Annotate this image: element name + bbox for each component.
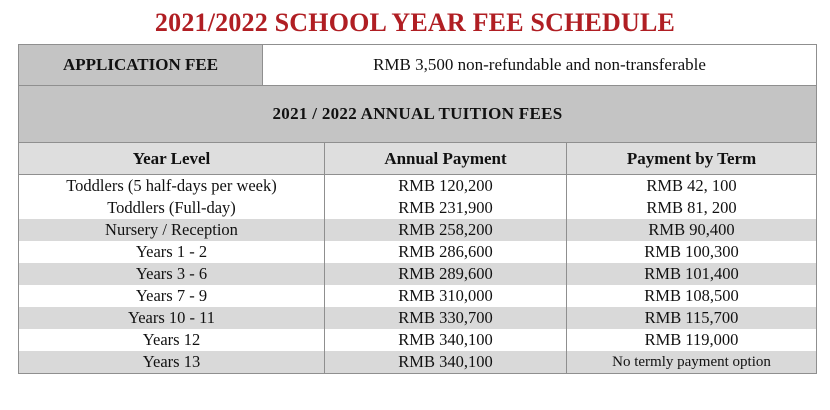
- term-payment-cell: RMB 115,700: [567, 307, 817, 329]
- annual-fees-heading-row: [19, 86, 817, 143]
- annual-payment-cell: RMB 120,200: [325, 175, 567, 198]
- year-level-cell: Toddlers (5 half-days per week): [19, 175, 325, 198]
- table-row: [19, 197, 817, 219]
- column-header-row: [19, 143, 817, 175]
- term-payment-cell: RMB 101,400: [567, 263, 817, 285]
- table-row: [19, 241, 817, 263]
- table-row: [19, 307, 817, 329]
- term-payment-cell: RMB 42, 100: [567, 175, 817, 198]
- annual-payment-cell: RMB 289,600: [325, 263, 567, 285]
- column-header-payment-by-term: Payment by Term: [567, 143, 817, 175]
- term-payment-cell: RMB 90,400: [567, 219, 817, 241]
- application-fee-value: RMB 3,500 non-refundable and non-transferable: [263, 45, 817, 86]
- table-row: [19, 329, 817, 351]
- year-level-cell: Years 12: [19, 329, 325, 351]
- fee-schedule-table: [18, 44, 817, 374]
- annual-payment-cell: RMB 340,100: [325, 329, 567, 351]
- annual-payment-cell: RMB 310,000: [325, 285, 567, 307]
- column-header-annual-payment: Annual Payment: [325, 143, 567, 175]
- table-row: [19, 285, 817, 307]
- application-fee-label: APPLICATION FEE: [19, 45, 263, 86]
- column-header-year-level: Year Level: [19, 143, 325, 175]
- year-level-cell: Toddlers (Full-day): [19, 197, 325, 219]
- year-level-cell: Years 1 - 2: [19, 241, 325, 263]
- annual-payment-cell: RMB 340,100: [325, 351, 567, 374]
- year-level-cell: Years 3 - 6: [19, 263, 325, 285]
- table-row: [19, 351, 817, 374]
- application-fee-row: [19, 45, 817, 86]
- annual-fees-heading: 2021 / 2022 ANNUAL TUITION FEES: [19, 86, 817, 143]
- year-level-cell: Years 10 - 11: [19, 307, 325, 329]
- annual-payment-cell: RMB 286,600: [325, 241, 567, 263]
- year-level-cell: Years 7 - 9: [19, 285, 325, 307]
- year-level-cell: Nursery / Reception: [19, 219, 325, 241]
- term-payment-cell: RMB 100,300: [567, 241, 817, 263]
- annual-payment-cell: RMB 330,700: [325, 307, 567, 329]
- table-row: [19, 263, 817, 285]
- term-payment-cell: RMB 108,500: [567, 285, 817, 307]
- fee-rows: [19, 175, 817, 374]
- table-row: [19, 219, 817, 241]
- table-row: [19, 175, 817, 198]
- annual-payment-cell: RMB 231,900: [325, 197, 567, 219]
- page-title: 2021/2022 SCHOOL YEAR FEE SCHEDULE: [154, 8, 676, 37]
- term-payment-cell: RMB 119,000: [567, 329, 817, 351]
- term-payment-cell: RMB 81, 200: [567, 197, 817, 219]
- annual-payment-cell: RMB 258,200: [325, 219, 567, 241]
- year-level-cell: Years 13: [19, 351, 325, 374]
- term-payment-cell: No termly payment option: [567, 351, 817, 374]
